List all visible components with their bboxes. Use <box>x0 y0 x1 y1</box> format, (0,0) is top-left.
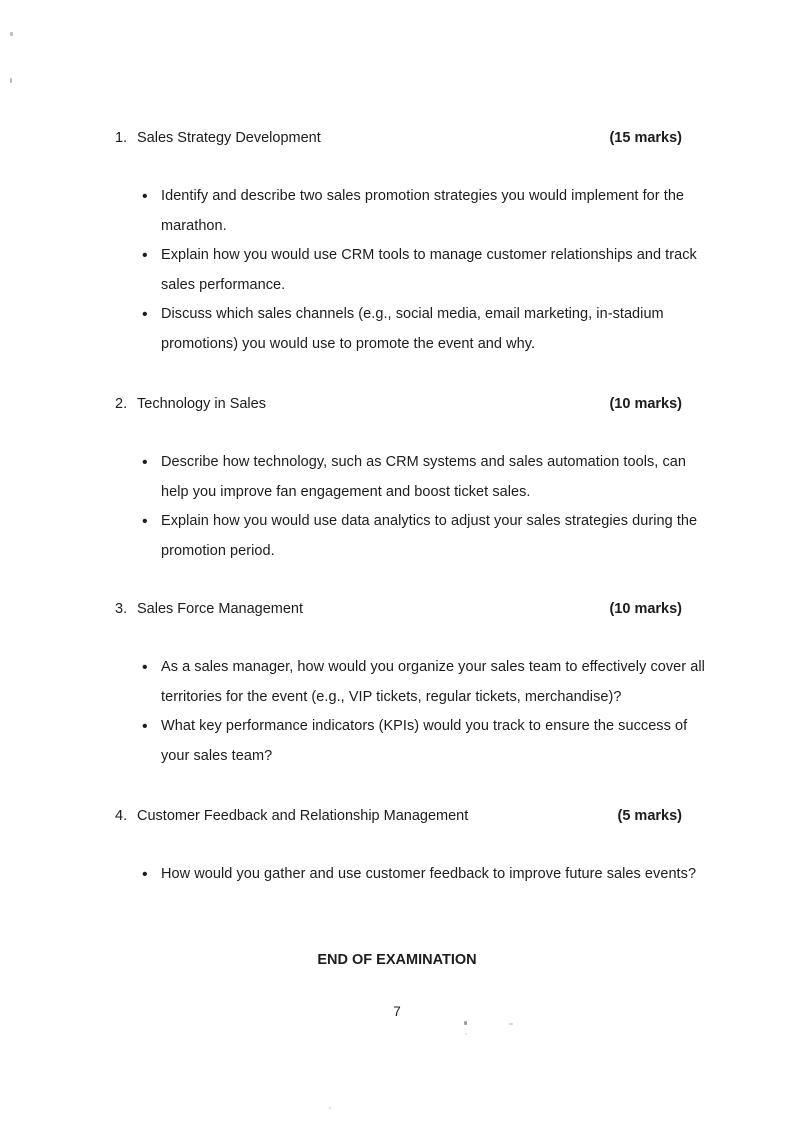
question-bullet-list <box>115 653 705 771</box>
question-marks: (5 marks) <box>617 808 682 824</box>
question-title: Sales Strategy Development <box>137 130 321 146</box>
bullet-item: • Explain how you would use data analytics to adjust your sales strategies during the promotion period. <box>161 507 705 566</box>
question-section-2 <box>115 395 705 566</box>
scan-speck <box>464 1021 467 1025</box>
question-number: 2. <box>115 396 128 412</box>
bullet-item: • How would you gather and use customer feedback to improve future sales events? <box>161 860 705 890</box>
question-title: Customer Feedback and Relationship Management <box>137 808 469 824</box>
question-marks: (15 marks) <box>609 130 682 146</box>
question-heading <box>115 395 705 414</box>
question-section-1 <box>115 129 705 359</box>
bullet-item: • Explain how you would use CRM tools to manage customer relationships and track sales performance. <box>161 241 705 300</box>
question-marks: (10 marks) <box>609 601 682 617</box>
question-marks: (10 marks) <box>609 396 682 412</box>
question-section-4 <box>115 807 705 890</box>
bullet-item: • Identify and describe two sales promotion strategies you would implement for the marathon. <box>161 182 705 241</box>
bullet-item: • Describe how technology, such as CRM systems and sales automation tools, can help you improve fan engagement and boost ticket sales. <box>161 448 705 507</box>
question-bullet-list <box>115 182 705 359</box>
scan-speck <box>10 78 12 83</box>
question-number: 4. <box>115 808 128 824</box>
scan-speck <box>509 1023 513 1025</box>
scan-speck <box>465 1033 467 1035</box>
question-title: Technology in Sales <box>137 396 266 412</box>
bullet-item: • Discuss which sales channels (e.g., social media, email marketing, in-stadium promotions) you would use to promote the event and why. <box>161 300 705 359</box>
scan-speck <box>329 1107 331 1109</box>
page-number: 7 <box>393 1004 401 1019</box>
question-heading <box>115 600 705 619</box>
scan-speck <box>10 32 13 36</box>
question-number: 3. <box>115 601 128 617</box>
question-heading <box>115 807 705 826</box>
end-of-examination-text: END OF EXAMINATION <box>317 952 477 968</box>
question-bullet-list <box>115 860 705 890</box>
question-bullet-list <box>115 448 705 566</box>
bullet-item: • What key performance indicators (KPIs) would you track to ensure the success of your sales team? <box>161 712 705 771</box>
question-number: 1. <box>115 130 128 146</box>
bullet-item: • As a sales manager, how would you organize your sales team to effectively cover all territories for the event (e.g., VIP tickets, regular tickets, merchandise)? <box>161 653 705 712</box>
question-title: Sales Force Management <box>137 601 304 617</box>
question-heading <box>115 129 705 148</box>
question-section-3 <box>115 600 705 771</box>
